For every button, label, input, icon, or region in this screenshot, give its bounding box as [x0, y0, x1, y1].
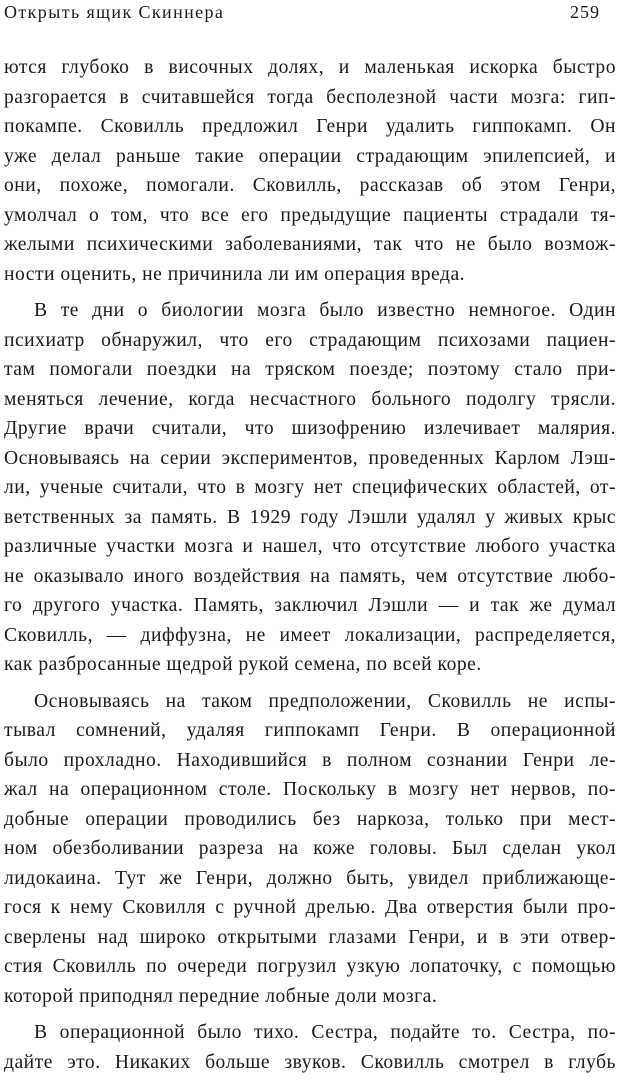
text-line: сверлены над широко открытыми глазами Генри, и в эти отвер- — [4, 926, 616, 948]
text-line: там помогали поездки на тряском поезде; поэтому стало при- — [4, 359, 616, 380]
text-line: психиатр обнаружил, что его страдающим психозами пациен- — [4, 329, 616, 351]
text-line: ются глубоко в височных долях, и маленькая искорка быстро — [4, 57, 616, 78]
paragraph — [4, 687, 616, 1012]
text-line: го другого участка. Память, заключил Лэшли — и так же думал — [4, 595, 616, 616]
text-line: В операционной было тихо. Сестра, подайте то. Сестра, по- — [34, 1022, 616, 1043]
running-head-title: Открыть ящик Скиннера — [4, 2, 225, 22]
paragraph — [4, 296, 616, 680]
page-number: 259 — [570, 2, 600, 22]
running-head — [4, 0, 600, 24]
text-line: гося к нему Сковилля с ручной дрелью. Два отверстия были про- — [4, 897, 616, 918]
text-line: разгорается в считавшейся тогда бесполезной части мозга: гип- — [4, 86, 616, 108]
text-line: В те дни о биологии мозга было известно немногое. Один — [34, 300, 616, 321]
text-line: умолчал о том, что все его предыдущие пациенты страдали тя- — [4, 204, 616, 226]
text-line: не оказывало иного воздействия на память, чем отсутствие любо- — [4, 565, 616, 587]
text-line: было прохладно. Находившийся в полном сознании Генри ле- — [4, 749, 616, 771]
text-line: добные операции проводились без наркоза, только при мест- — [4, 808, 616, 830]
text-line: дайте это. Никаких больше звуков. Сковилль смотрел в глубь — [4, 1051, 616, 1073]
text-line: они, похоже, помогали. Сковилль, рассказав об этом Генри, — [4, 175, 616, 196]
text-line: стия Сковилль по очереди погрузил узкую лопаточку, с помощью — [4, 956, 616, 977]
text-line: лидокаина. Тут же Генри, должно быть, увидел приближающе- — [4, 867, 616, 889]
text-line: желыми психическими заболеваниями, так что не было возмож- — [4, 234, 616, 255]
paragraph — [4, 1018, 616, 1077]
text-line: Основываясь на серии экспериментов, проведенных Карлом Лэш- — [4, 447, 616, 469]
text-line: как разбросанные щедрой рукой семена, по всей коре. — [4, 654, 482, 675]
paragraph — [4, 53, 616, 289]
text-line: ности оценить, не причинила ли им операция вреда. — [4, 263, 466, 285]
text-line: ли, ученые считали, что в мозгу нет специфических областей, от- — [4, 477, 616, 498]
text-line: меняться лечение, когда несчастного больного подолгу трясли. — [4, 388, 616, 410]
text-line: различные участки мозга и нашел, что отсутствие любого участка — [4, 536, 616, 557]
text-line: ном обезболивании разреза на коже головы. Был сделан укол — [4, 838, 616, 859]
text-line: Другие врачи считали, что шизофрению излечивает малярия. — [4, 418, 616, 439]
text-line: Сковилль, — диффузна, не имеет локализации, распределяется, — [4, 624, 616, 646]
text-line: жал на операционном столе. Поскольку в мозгу нет нервов, по- — [4, 779, 616, 800]
body-text — [4, 53, 616, 1084]
text-line: ветственных за память. В 1929 году Лэшли удалял у живых крыс — [4, 506, 616, 528]
text-line: которой приподнял передние лобные доли мозга. — [4, 985, 438, 1007]
text-line: покампе. Сковилль предложил Генри удалить гиппокамп. Он — [4, 116, 616, 137]
text-line: Основываясь на таком предположении, Сковилль не испы- — [34, 690, 616, 712]
text-line: уже делал раньше такие операции страдающим эпилепсией, и — [4, 145, 616, 167]
text-line: тывал сомнений, удаляя гиппокамп Генри. В операционной — [4, 720, 616, 741]
